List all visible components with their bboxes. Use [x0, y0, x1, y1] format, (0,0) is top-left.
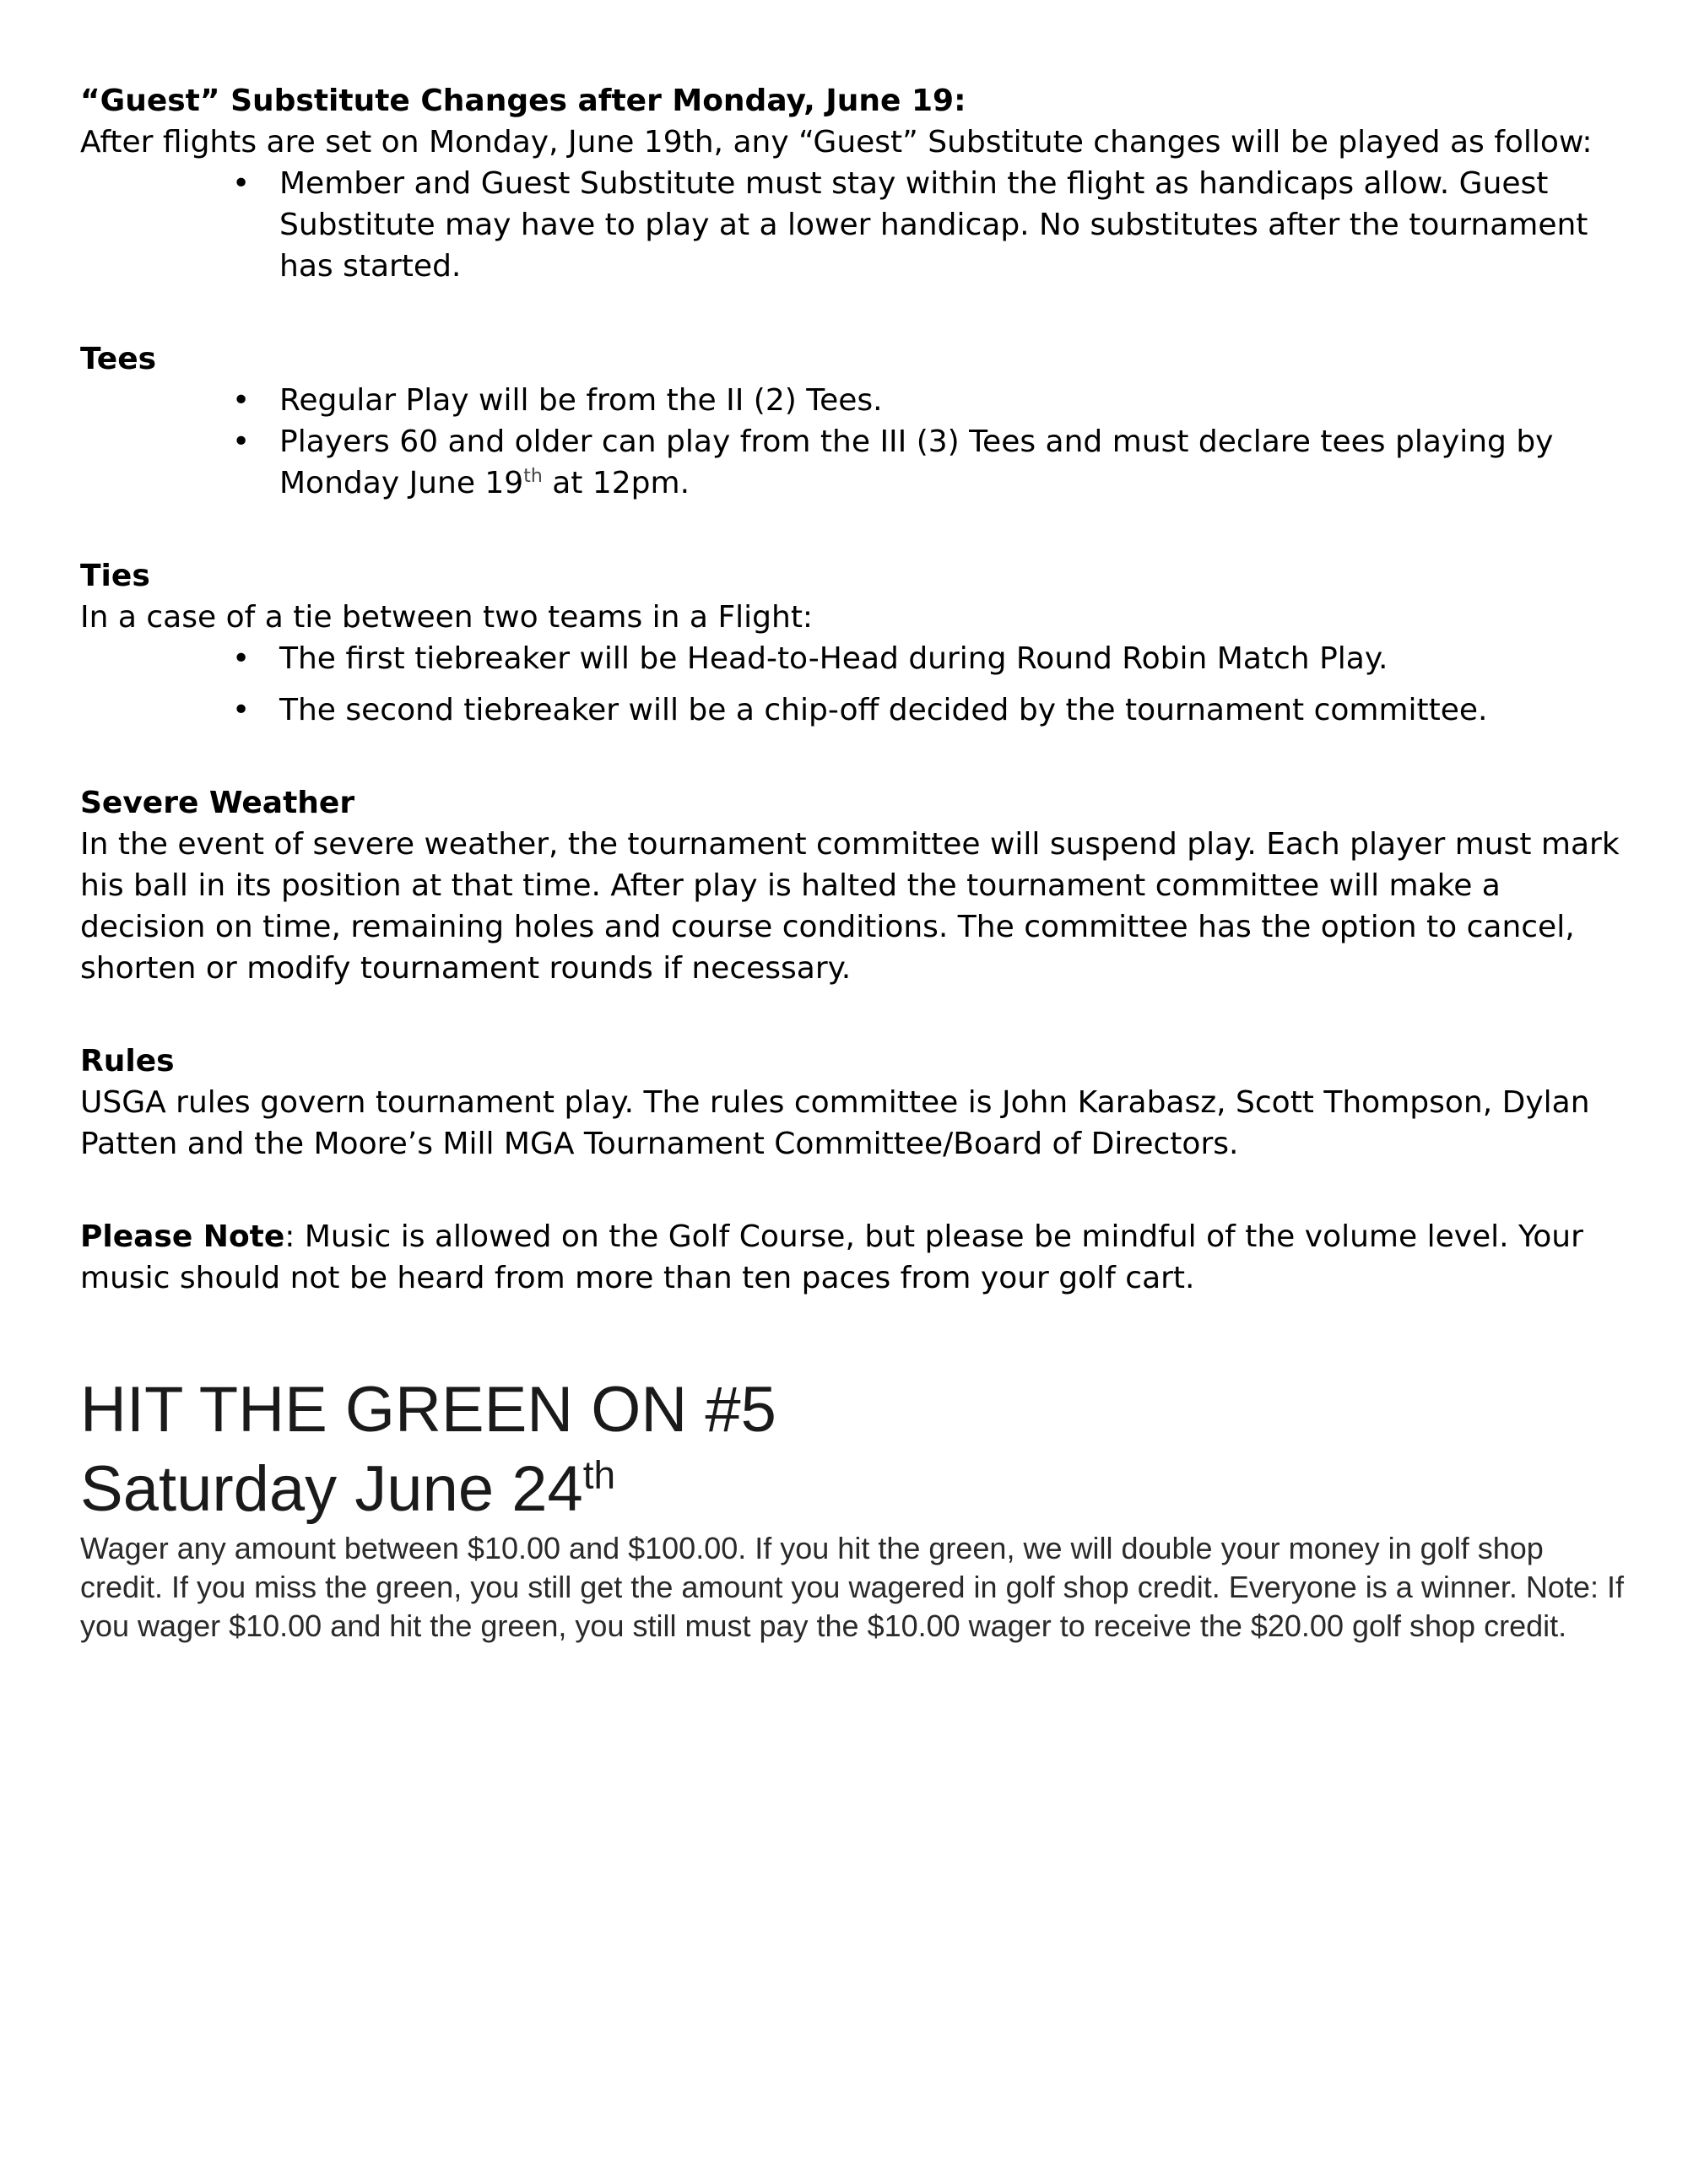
promo-title: HIT THE GREEN ON #5 [80, 1374, 776, 1446]
please-note-label: Please Note [80, 1219, 285, 1254]
please-note-section [80, 1216, 1625, 1299]
bullet-icon: • [232, 641, 251, 676]
list-item [80, 421, 1625, 504]
rules-body: USGA rules govern tournament play. The rules committee is John Karabasz, Scott Thompson, Dylan Patten and the Moore’s Mill MGA Tournament Committee/Board of Directors. [80, 1085, 1590, 1161]
bullet-icon: • [232, 424, 251, 459]
rules-heading: Rules [80, 1044, 175, 1078]
severe-weather-section [80, 782, 1625, 989]
list-item-text: Regular Play will be from the II (2) Tees. [279, 383, 883, 418]
tees-heading: Tees [80, 342, 157, 376]
list-item [80, 689, 1625, 731]
ties-section [80, 555, 1625, 731]
guest-substitute-section [80, 80, 1625, 287]
rules-section [80, 1041, 1625, 1165]
tees-section [80, 338, 1625, 504]
ties-intro: In a case of a tie between two teams in a Flight: [80, 600, 814, 635]
document-page [80, 80, 1625, 1646]
list-item-text: The first tiebreaker will be Head-to-Head during Round Robin Match Play. [279, 641, 1388, 676]
guest-substitute-intro: After flights are set on Monday, June 19th, any “Guest” Substitute changes will be played as follow: [80, 125, 1593, 159]
ties-heading: Ties [80, 559, 150, 593]
list-item [80, 163, 1625, 287]
list-item-text: The second tiebreaker will be a chip-off decided by the tournament committee. [279, 693, 1488, 727]
list-item-text: Member and Guest Substitute must stay within the flight as handicaps allow. Guest Substitute may have to play at a lower handicap. No substitutes after the tournament has started. [279, 166, 1588, 284]
please-note-paragraph [80, 1216, 1625, 1299]
guest-substitute-heading: “Guest” Substitute Changes after Monday, June 19: [80, 84, 966, 118]
bullet-icon: • [232, 383, 251, 418]
hit-the-green-promo [80, 1370, 1625, 1646]
promo-body: Wager any amount between $10.00 and $100.00. If you hit the green, we will double your money in golf shop credit. If you miss the green, you still get the amount you wagered in golf shop credit. Everyone is a winner. Note: If you wager $10.00 and hit the green, you still must pay the $10.00 wager to receive the $20.00 golf shop credit. [80, 1531, 1624, 1643]
please-note-body: : Music is allowed on the Golf Course, but please be mindful of the volume level. Your music should not be heard from more than ten paces from your golf cart. [80, 1219, 1583, 1295]
severe-weather-body: In the event of severe weather, the tournament committee will suspend play. Each player must mark his ball in its position at that time. After play is halted the tournament committee will make a decision on time, remaining holes and course conditions. The committee has the option to cancel, shorten or modify tournament rounds if necessary. [80, 827, 1620, 986]
promo-date-suffix: th [582, 1452, 616, 1497]
list-item [80, 638, 1625, 679]
ties-list [80, 638, 1625, 731]
list-item-text-end: at 12pm. [542, 466, 690, 500]
promo-date-text: Saturday June 24 [80, 1453, 583, 1525]
bullet-icon: • [232, 166, 251, 201]
list-item-text: Players 60 and older can play from the III (3) Tees and must declare tees playing by Monday June 19 [279, 424, 1554, 500]
guest-substitute-list [80, 163, 1625, 287]
severe-weather-heading: Severe Weather [80, 786, 355, 820]
ordinal-suffix: th [523, 466, 543, 487]
tees-list [80, 380, 1625, 504]
promo-date [80, 1450, 1625, 1529]
list-item [80, 380, 1625, 421]
bullet-icon: • [232, 693, 251, 727]
